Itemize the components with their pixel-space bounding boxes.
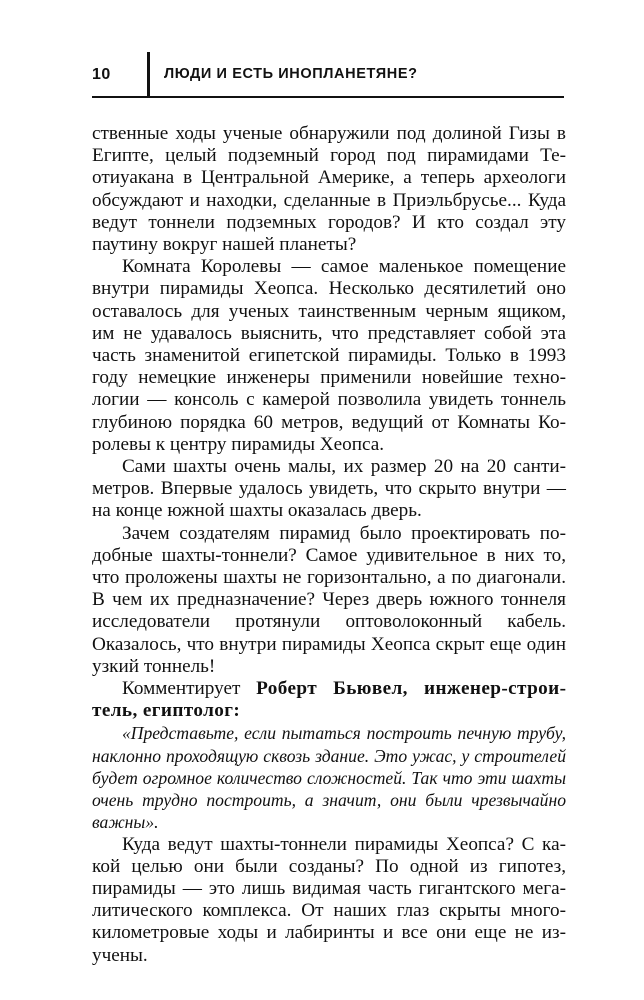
paragraph-shafts-size: Сами шахты очень малы, их размер 20 на 20 сантиметров. Впервые удалось увидеть, что скрыто внутри — на конце южной шахты оказалась дверь.	[92, 456, 566, 522]
paragraph-comment-intro	[92, 678, 566, 722]
paragraph-shafts-purpose: Зачем создателям пирамид было проектировать подобные шахты-тоннели? Самое удивительное в них то, что проложены шахты не горизонтально, а по диагонали. В чем их предназначение? Через дверь южного тоннеля исследователи протянули оптоволоконный кабель. Оказалось, что внутри пирамиды Хеопса скрыт еще один узкий тоннель!	[92, 522, 566, 677]
commentator-name: Роберт Бьювел, инженер-строитель, египтолог:	[92, 678, 566, 722]
paragraph-continued: ственные ходы ученые обнаружили под долиной Гизы в Египте, целый подземный город под пирамидами Теотиуакана в Центральной Америке, а теперь археологи обсуждают и находки, сделанные в Приэльбрусье... Куда ведут тоннели подземных городов? И кто создал эту паутину вокруг нашей планеты?	[92, 123, 566, 256]
page-number: 10	[92, 66, 111, 83]
running-title: ЛЮДИ И ЕСТЬ ИНОПЛАНЕТЯНЕ?	[164, 66, 418, 82]
paragraph-closing: Куда ведут шахты-тоннели пирамиды Хеопса? С какой целью они были созданы? По одной из гипотез, пирамиды — это лишь видимая часть гигантского мегалитического комплекса. От наших глаз скрыты многокилометровые ходы и лабиринты и все они еще не изучены.	[92, 833, 566, 966]
page-body	[92, 123, 566, 967]
header-divider	[147, 52, 150, 96]
comment-lead: Комментирует	[122, 678, 257, 700]
paragraph-queens-chamber: Комната Королевы — самое маленькое помещение внутри пирамиды Хеопса. Несколько десятилетий оно оставалось для ученых таинственным черным ящиком, им не удавалось выяснить, что представляет собой эта часть знаменитой египетской пирамиды. Только в 1993 году немецкие инженеры применили новейшие технологии — консоль с камерой позволила увидеть тоннель глубиною порядка 60 метров, ведущий от Комнаты Королевы к центру пирамиды Хеопса.	[92, 256, 566, 455]
running-header	[92, 52, 564, 98]
expert-quote: «Представьте, если пытаться построить печную трубу, наклонно проходящую сквозь здание. Это ужас, у строителей будет огромное количество сложностей. Так что эти шахты очень трудно построить, а значит, они были чрезвычайно важны».	[92, 723, 566, 833]
